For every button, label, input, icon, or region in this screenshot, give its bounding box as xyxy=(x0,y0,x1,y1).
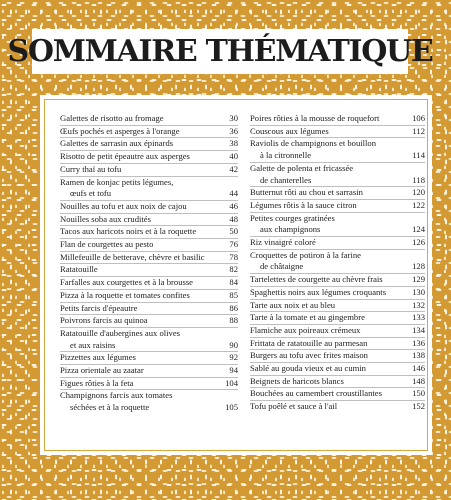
recipe-title: Figues rôties à la feta xyxy=(60,377,134,388)
page-number: 44 xyxy=(229,188,238,199)
toc-entry xyxy=(60,289,238,302)
page-number: 106 xyxy=(412,113,425,123)
recipe-title: aux champignons xyxy=(260,224,321,235)
page-number: 130 xyxy=(412,286,425,297)
recipe-title: Ramen de konjac petits légumes, xyxy=(60,176,174,187)
page-number: 112 xyxy=(412,125,425,136)
page-number: 38 xyxy=(229,138,238,149)
page-number: 85 xyxy=(229,289,238,300)
toc-entry xyxy=(250,400,425,413)
toc-entry-line xyxy=(250,363,425,375)
toc-entry xyxy=(250,387,425,400)
page-number: 42 xyxy=(229,163,238,174)
toc-entry-line xyxy=(60,113,238,125)
toc-entry xyxy=(60,351,238,364)
toc-entry-line xyxy=(250,376,425,388)
recipe-title: Ratatouille d'aubergines aux olives xyxy=(60,327,181,338)
toc-entry-line xyxy=(250,200,425,212)
toc-entry-line xyxy=(60,390,238,402)
page-number: 150 xyxy=(412,388,425,399)
toc-entry-line xyxy=(250,287,425,299)
page-number: 48 xyxy=(229,213,238,224)
recipe-title: Farfalles aux courgettes et à la brousse xyxy=(60,277,193,288)
page-number: 92 xyxy=(229,352,238,363)
recipe-title: et aux raisins xyxy=(70,339,116,350)
contents-card xyxy=(40,95,432,455)
toc-entry xyxy=(60,377,238,390)
toc-entry-line xyxy=(250,126,425,138)
toc-entry-line xyxy=(250,213,425,225)
toc-entry xyxy=(60,263,238,276)
toc-entry-line xyxy=(60,290,238,302)
recipe-title: Bouchées au camembert croustillantes xyxy=(250,388,382,399)
toc-entry xyxy=(60,163,238,176)
page-number: 136 xyxy=(412,337,425,348)
toc-entry xyxy=(250,286,425,299)
recipe-title: Beignets de haricots blancs xyxy=(250,375,344,386)
toc-entry-line xyxy=(250,163,425,175)
toc-entry-line xyxy=(60,328,238,340)
toc-entry xyxy=(250,249,425,273)
toc-entry xyxy=(60,176,238,200)
recipe-title: Flan de courgettes au pesto xyxy=(60,239,154,250)
toc-entry xyxy=(250,186,425,199)
toc-entry xyxy=(250,236,425,249)
recipe-title: Couscous aux légumes xyxy=(250,125,329,136)
recipe-title: Raviolis de champignons et bouillon xyxy=(250,138,377,149)
toc-entry xyxy=(250,362,425,375)
recipe-title: Petites courges gratinées xyxy=(250,212,335,223)
toc-entry xyxy=(60,327,238,351)
toc-entry-line xyxy=(60,264,238,276)
page-number: 90 xyxy=(229,339,238,350)
page-number: 129 xyxy=(412,274,425,285)
toc-entry xyxy=(60,302,238,315)
recipe-title: Galette de polenta et fricassée xyxy=(250,162,354,173)
contents-column-right xyxy=(250,113,425,413)
toc-entry-line xyxy=(250,312,425,324)
toc-entry xyxy=(250,137,425,161)
toc-entry-line xyxy=(60,378,238,390)
toc-entry-line xyxy=(60,226,238,238)
recipe-title: Pizza à la roquette et tomates confites xyxy=(60,289,190,300)
recipe-title: Curry thaï au tofu xyxy=(60,163,122,174)
recipe-title: Nouilles soba aux crudités xyxy=(60,213,151,224)
toc-entry xyxy=(60,238,238,251)
toc-entry xyxy=(60,251,238,264)
page-number: 94 xyxy=(229,365,238,376)
toc-entry-line xyxy=(60,277,238,289)
toc-entry-line xyxy=(60,239,238,251)
recipe-title: Tarte à la tomate et au gingembre xyxy=(250,312,365,323)
recipe-title: de chanterelles xyxy=(260,174,312,185)
toc-entry-line xyxy=(250,113,425,125)
page-number: 50 xyxy=(229,226,238,237)
toc-entry-line xyxy=(250,138,425,150)
toc-entry-line xyxy=(250,261,425,273)
page-number: 148 xyxy=(412,375,425,386)
page-number: 114 xyxy=(412,150,425,161)
page-number: 82 xyxy=(229,264,238,275)
page-number: 36 xyxy=(229,125,238,136)
toc-entry xyxy=(250,375,425,388)
toc-entry-line xyxy=(60,352,238,364)
recipe-title: séchées et à la roquette xyxy=(70,402,150,413)
toc-entry-line xyxy=(60,188,238,200)
recipe-title: Poires rôties à la mousse de roquefort xyxy=(250,113,380,123)
page-title: SOMMAIRE THÉMATIQUE xyxy=(32,29,408,74)
recipe-title: à la citronnelle xyxy=(260,150,312,161)
toc-entry xyxy=(250,113,425,125)
toc-entry-line xyxy=(60,340,238,352)
toc-entry-line xyxy=(250,300,425,312)
page-number: 120 xyxy=(412,187,425,198)
recipe-title: Champignons farcis aux tomates xyxy=(60,390,173,401)
toc-entry xyxy=(250,349,425,362)
page-number: 86 xyxy=(229,302,238,313)
recipe-title: Œufs pochés et asperges à l'orange xyxy=(60,125,180,136)
toc-entry-line xyxy=(60,252,238,264)
page-number: 134 xyxy=(412,324,425,335)
page-number: 146 xyxy=(412,363,425,374)
recipe-title: Légumes rôtis à la sauce citron xyxy=(250,199,357,210)
contents-column-left xyxy=(60,113,238,414)
toc-entry xyxy=(250,311,425,324)
page-number: 132 xyxy=(412,299,425,310)
recipe-title: Nouilles au tofu et aux noix de cajou xyxy=(60,200,187,211)
toc-entry xyxy=(60,200,238,213)
toc-entry xyxy=(250,199,425,212)
toc-entry xyxy=(250,324,425,337)
recipe-title: Tarte aux noix et au bleu xyxy=(250,299,336,310)
toc-entry-line xyxy=(60,303,238,315)
recipe-title: Riz vinaigré coloré xyxy=(250,237,316,248)
recipe-title: Risotto de petit épeautre aux asperges xyxy=(60,151,190,162)
recipe-title: Frittata de ratatouille au parmesan xyxy=(250,337,368,348)
page-number: 30 xyxy=(229,113,238,123)
page-number: 126 xyxy=(412,237,425,248)
recipe-title: Poivrons farcis au quinoa xyxy=(60,315,148,326)
toc-entry-line xyxy=(250,175,425,187)
page-number: 138 xyxy=(412,350,425,361)
page-number: 152 xyxy=(412,401,425,412)
toc-entry-line xyxy=(250,150,425,162)
toc-entry xyxy=(60,364,238,377)
toc-entry-line xyxy=(250,325,425,337)
page-number: 40 xyxy=(229,151,238,162)
page-number: 46 xyxy=(229,200,238,211)
recipe-title: Tacos aux haricots noirs et à la roquette xyxy=(60,226,197,237)
toc-entry-line xyxy=(60,126,238,138)
toc-entry-line xyxy=(60,214,238,226)
recipe-title: Petits farcis d'épeautre xyxy=(60,302,138,313)
toc-entry xyxy=(250,337,425,350)
page-number: 118 xyxy=(412,174,425,185)
toc-entry-line xyxy=(250,388,425,400)
toc-entry xyxy=(60,150,238,163)
recipe-title: œufs et tofu xyxy=(70,188,112,199)
recipe-title: Butternut rôti au chou et sarrasin xyxy=(250,187,363,198)
recipe-title: Pizza orientale au zaatar xyxy=(60,365,144,376)
toc-entry-line xyxy=(250,274,425,286)
recipe-title: Flamiche aux poireaux crémeux xyxy=(250,324,361,335)
toc-entry xyxy=(60,137,238,150)
toc-entry xyxy=(60,389,238,413)
toc-entry-line xyxy=(60,365,238,377)
toc-entry-line xyxy=(60,151,238,163)
toc-entry xyxy=(250,273,425,286)
page-number: 105 xyxy=(225,402,238,413)
toc-entry-line xyxy=(60,315,238,327)
page-number: 104 xyxy=(225,377,238,388)
toc-entry xyxy=(60,113,238,125)
recipe-title: Pizzettes aux légumes xyxy=(60,352,136,363)
toc-entry xyxy=(60,213,238,226)
recipe-title: Millefeuille de betterave, chèvre et basilic xyxy=(60,251,205,262)
recipe-title: Galettes de sarrasin aux épinards xyxy=(60,138,174,149)
toc-entry-line xyxy=(250,350,425,362)
toc-entry xyxy=(60,276,238,289)
toc-entry-line xyxy=(250,401,425,413)
toc-entry xyxy=(60,125,238,138)
toc-entry-line xyxy=(60,138,238,150)
toc-entry-line xyxy=(250,338,425,350)
page-number: 124 xyxy=(412,224,425,235)
page-number: 76 xyxy=(229,239,238,250)
page-number: 133 xyxy=(412,312,425,323)
recipe-title: Croquettes de potiron à la farine xyxy=(250,249,361,260)
toc-entry xyxy=(250,299,425,312)
recipe-title: Galettes de risotto au fromage xyxy=(60,113,164,123)
toc-entry-line xyxy=(250,224,425,236)
recipe-title: Spaghettis noirs aux légumes croquants xyxy=(250,286,387,297)
toc-entry-line xyxy=(60,164,238,176)
toc-entry xyxy=(250,125,425,138)
page-number: 78 xyxy=(229,251,238,262)
toc-entry xyxy=(60,225,238,238)
page-number: 122 xyxy=(412,199,425,210)
toc-entry xyxy=(60,314,238,327)
toc-entry xyxy=(250,212,425,236)
recipe-title: Burgers au tofu avec frites maison xyxy=(250,350,368,361)
recipe-title: Tartelettes de courgette au chèvre frais xyxy=(250,274,383,285)
recipe-title: Sablé au gouda vieux et au cumin xyxy=(250,363,366,374)
toc-entry-line xyxy=(60,177,238,189)
page-number: 128 xyxy=(412,261,425,272)
toc-entry xyxy=(250,162,425,186)
page-number: 88 xyxy=(229,315,238,326)
toc-entry-line xyxy=(60,402,238,414)
recipe-title: de châtaigne xyxy=(260,261,304,272)
recipe-title: Tofu poêlé et sauce à l'ail xyxy=(250,401,338,412)
toc-entry-line xyxy=(250,187,425,199)
toc-entry-line xyxy=(250,237,425,249)
recipe-title: Ratatouille xyxy=(60,264,98,275)
toc-entry-line xyxy=(250,250,425,262)
toc-entry-line xyxy=(60,201,238,213)
page-number: 84 xyxy=(229,277,238,288)
